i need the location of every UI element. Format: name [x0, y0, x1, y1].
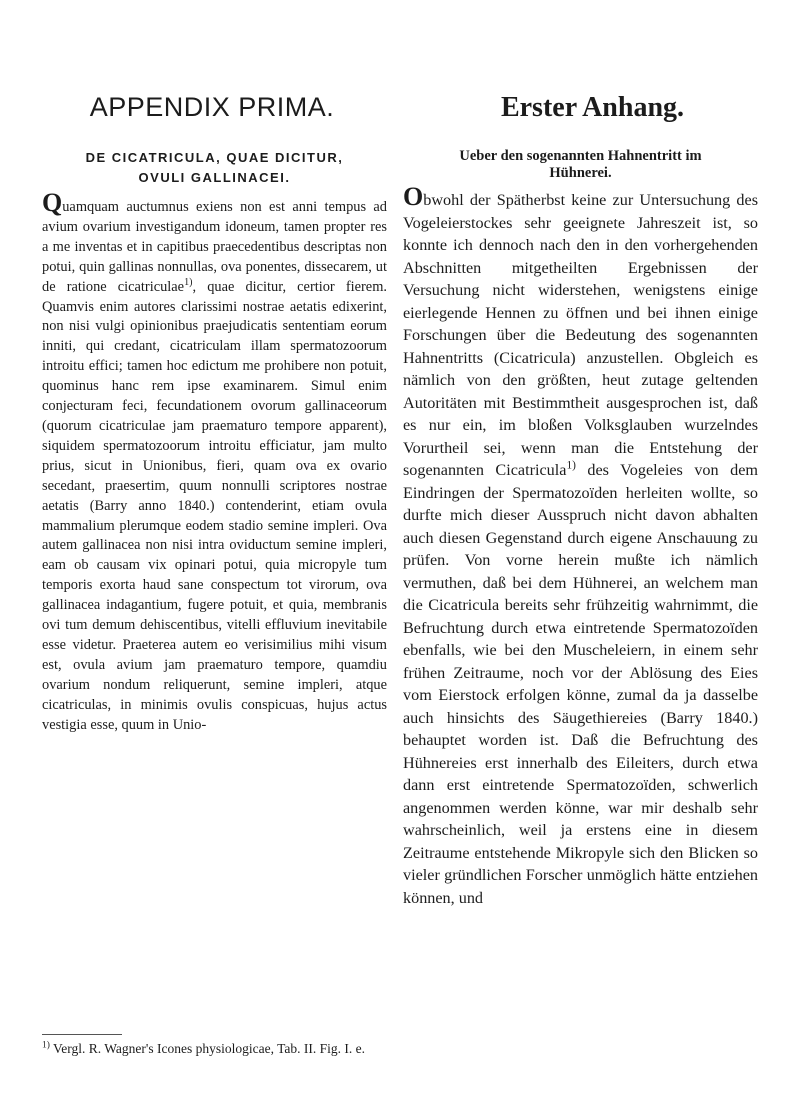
german-section-title	[403, 148, 758, 182]
german-footnote-ref: 1)	[566, 459, 576, 472]
german-body-text-rest: des Vogeleies von dem Eindringen der Spermatozoïden herleiten wollte, so durfte mich dieser Ausspruch nicht davon abhalten auch diesen Gegenstand durch eigene Anschauung zu prüfen. Von vorne herein mußte ich nämlich vermuthen, daß bei dem Hühnerei, an welchem man die Cicatricula bereits sehr frühzeitig wahrnimmt, die Befruchtung durch etwa eintretende Spermatozoïden ebenfalls, wie bei den Muscheleiern, in einem sehr frühen Zeitraume, noch vor der Ablösung des Eies vom Eierstock erfolgen könne, zumal da ja dasselbe auch hinsichts des Säugethiereies (Barry 1840.) behauptet worden ist. Daß die Befruchtung des Hühnereies erst innerhalb des Eileiters, durch etwa dann erst eintretende Spermatozoïden, schwerlich angenommen werden könne, war mir deshalb sehr wahrscheinlich, weil ja erstens eine in diesem Zeitraume entstehende Mikropyle sich den Blicken so vieler gründlichen Forscher unmöglich hätte entziehen können, und	[403, 461, 758, 907]
header-right-title: Erster Anhang.	[500, 92, 685, 123]
footnote-divider	[42, 1034, 122, 1035]
german-column	[403, 148, 758, 909]
german-paragraph	[403, 182, 758, 909]
german-dropcap: O	[403, 182, 424, 211]
latin-dropcap: Q	[42, 188, 63, 217]
latin-title-line-1: DE CICATRICULA, QUAE DICITUR,	[85, 150, 344, 165]
footnote	[42, 1040, 758, 1058]
latin-paragraph	[42, 188, 387, 735]
german-title-line-1: Ueber den sogenannten Hahnentritt im	[459, 148, 702, 164]
latin-body-text-rest: , quae dicitur, certior fierem. Quamvis enim autores clarissimi nostrae aetatis edixerint, non nisi vulgi opinionibus praejudicatis sententiam eorum inniti, qui credant, cicatriculam illam spermatozoorum introitu effici; tamen hoc edictum me prohibere non potuit, quominus hanc rem ipse examinarem. Simul enim conjecturam feci, fecundationem ovorum gallinaceorum (quorum cicatriculae jam praematuro tempore apparent), siquidem spermatozoorum introitu efficiatur, jam multo prius, sicut in Unionibus, fieri, quam ova ex ovario secedant, praesertim, quum nonnulli scriptores nostrae aetatis (Barry anno 1840.) contenderint, etiam ovula mammalium plerumque eodem stadio semine impleri. Ova autem gallinacea non nisi intra oviductum semine impleri, eam ob causam vix opinari potui, quia micropyle tum temporis exorta haud sane conspectum tot virorum, ova gallinacea indagantium, fugere potuit, et quia, membranis ovi tum demum dehiscentibus, vitelli effluvium inevitabile esse videtur. Praeterea autem eo verisimilius mihi visum est, ovula avium jam praematuro tempore, quamdiu ovarium nondum reliquerunt, semine impleri, atque cicatriculas, in minimis ovulis conspicuas, hujus actus vestigia esse, quum in Unio-	[42, 278, 387, 733]
header-left-title: APPENDIX PRIMA.	[89, 92, 335, 122]
latin-section-title	[42, 148, 387, 188]
latin-title-line-2: OVULI GALLINACEI.	[138, 170, 291, 185]
latin-column	[42, 148, 387, 735]
latin-footnote-ref: 1)	[184, 276, 193, 288]
german-title-line-2: Hühnerei.	[549, 165, 612, 181]
footnote-text: Vergl. R. Wagner's Icones physiologicae, Tab. II. Fig. I. e.	[53, 1041, 365, 1056]
page-header	[42, 92, 758, 132]
latin-body-text: uamquam auctumnus exiens non est anni tempus ad avium ovarium investigandum idoneum, tamen propter res a me inventas et in capitibus praecedentibus descriptas non potui, quin gallinas nonnullas, ova ponentes, dissecarem, ut de ratione cicatriculae	[42, 199, 387, 295]
german-body-text: bwohl der Spätherbst keine zur Untersuchung des Vogeleierstockes sehr geeignete Jahreszeit ist, so konnte ich dennoch nach den in den vorhergehenden Abschnitten mitgetheilten Ergebnissen der Versuchung nicht widerstehen, wenigstens einige eierlegende Hennen zu öffnen und bei ihnen einige Forschungen über die Bedeutung des sogenannten Hahnentritts (Cicatricula) anzustellen. Obgleich es nämlich von den größten, heut zutage geltenden Autoritäten mit Bestimmtheit ausgesprochen ist, daß es nur ein, im bloßen Volksglauben wurzelndes Vorurtheil sei, wenn man die Entstehung der sogenannten Cicatricula	[403, 191, 758, 479]
footnote-mark: 1)	[42, 1040, 50, 1051]
